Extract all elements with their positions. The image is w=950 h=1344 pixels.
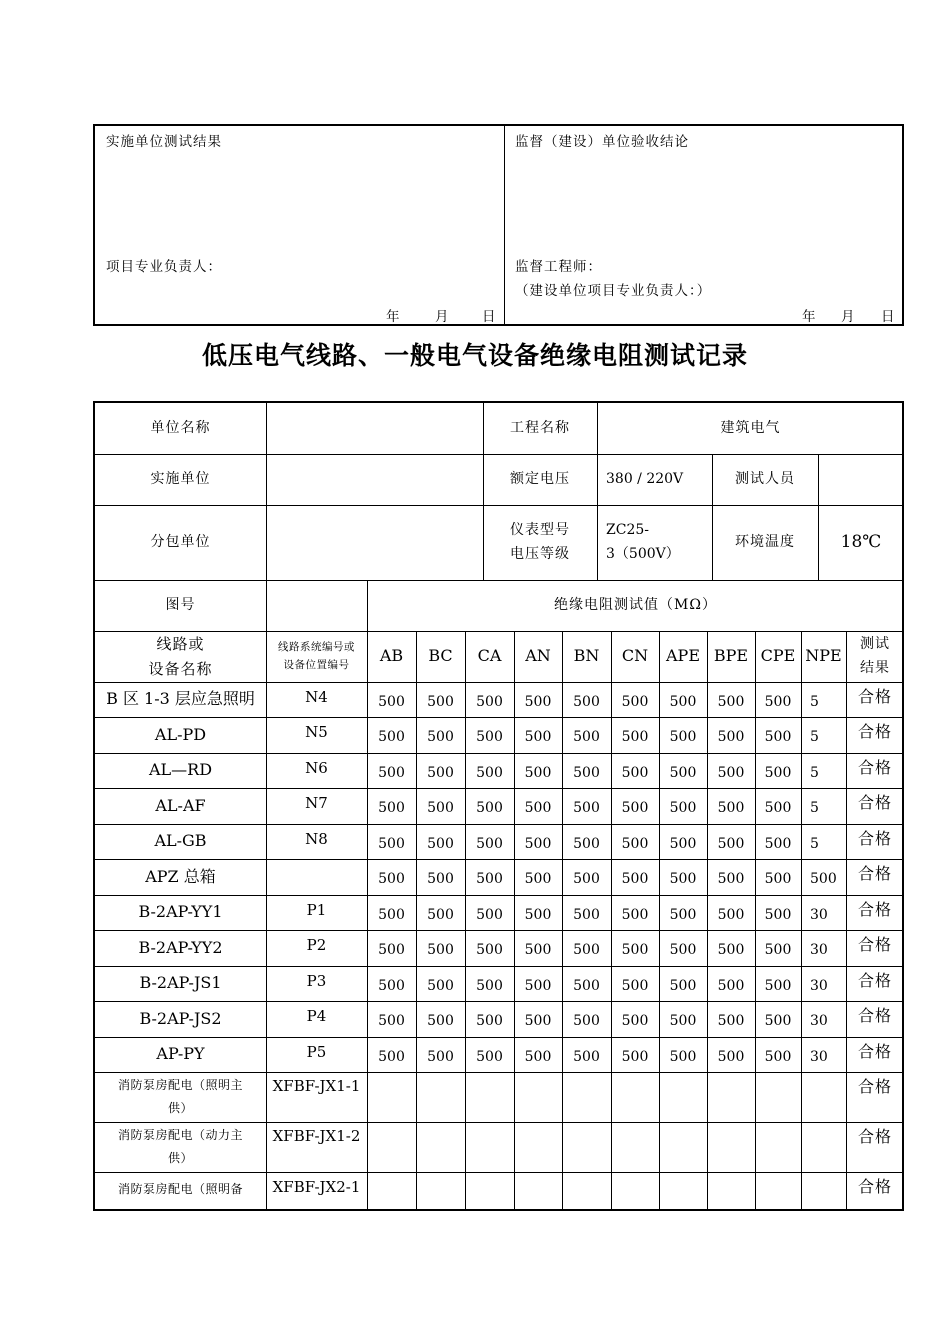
resistance-heading: 绝缘电阻测试值（MΩ） <box>554 596 717 613</box>
project-name-label: 工程名称 <box>510 419 570 436</box>
supervision-conclusion-heading: 监督（建设）单位验收结论 <box>515 134 689 150</box>
resistance-value-ab: 500 <box>378 906 405 923</box>
resistance-value-ape: 500 <box>669 942 697 959</box>
resistance-value-bc: 500 <box>427 835 454 852</box>
test-result: 合格 <box>857 722 892 741</box>
resistance-value-bpe: 500 <box>717 977 745 994</box>
resistance-value-ab: 500 <box>378 942 405 959</box>
meter-model-value-line1: ZC25- <box>606 522 649 539</box>
circuit-code <box>266 859 367 895</box>
impl-unit-value <box>266 454 483 505</box>
result-header-line1: 测试 <box>860 636 890 653</box>
resistance-value-bpe: 500 <box>717 764 745 781</box>
resistance-value-bn: 500 <box>573 729 600 746</box>
resistance-value-ape: 500 <box>669 977 697 994</box>
impl-unit-label: 实施单位 <box>150 470 211 487</box>
test-result: 合格 <box>857 1177 892 1196</box>
resistance-value-cn <box>611 1072 659 1122</box>
circuit-name: AL-GB <box>154 831 207 851</box>
resistance-value-an <box>514 1172 562 1208</box>
resistance-value-ape <box>659 1172 707 1208</box>
resistance-value-an <box>514 1072 562 1122</box>
resistance-value-bc: 500 <box>427 1013 454 1030</box>
resistance-value-ca: 500 <box>476 871 503 888</box>
circuit-name <box>95 1122 266 1172</box>
phase-header-cn: CN <box>621 646 649 666</box>
phase-header-ape: APE <box>666 646 700 666</box>
grid-line <box>95 1037 904 1038</box>
resistance-value-bn: 500 <box>573 693 600 710</box>
grid-line <box>266 403 267 580</box>
subcontract-label: 分包单位 <box>150 533 211 550</box>
resistance-value-bn: 500 <box>573 1013 600 1030</box>
document-title: 低压电气线路、一般电气设备绝缘电阻测试记录 <box>201 341 748 370</box>
supervising-engineer-label: 监督工程师： <box>515 259 602 275</box>
env-temp-label: 环境温度 <box>735 533 795 550</box>
resistance-value-ab: 500 <box>378 764 405 781</box>
resistance-value-cpe: 500 <box>764 871 792 888</box>
resistance-value-bpe <box>707 1172 755 1208</box>
resistance-value-bc: 500 <box>427 1048 454 1065</box>
owner-lead-note: （建设单位项目专业负责人：） <box>515 283 712 299</box>
circuit-code: N5 <box>305 723 328 741</box>
circuit-code: N4 <box>305 688 328 706</box>
resistance-value-cn: 500 <box>621 800 649 817</box>
circuit-name-header <box>95 631 266 682</box>
phase-header-ab: AB <box>379 646 404 666</box>
resistance-value-cpe: 500 <box>764 835 792 852</box>
meter-model-value-line2: 3（500V） <box>606 545 680 562</box>
resistance-value-cpe: 500 <box>764 942 792 959</box>
resistance-value-cn: 500 <box>621 977 649 994</box>
resistance-value-npe: 5 <box>810 835 819 852</box>
resistance-value-ape: 500 <box>669 835 697 852</box>
resistance-value-cn <box>611 1122 659 1172</box>
resistance-value-cn: 500 <box>621 871 649 888</box>
resistance-value-npe <box>801 1172 846 1208</box>
resistance-value-bpe: 500 <box>717 835 745 852</box>
resistance-value-ca: 500 <box>476 835 503 852</box>
resistance-value-npe: 30 <box>810 906 828 923</box>
resistance-value-cn: 500 <box>621 1048 649 1065</box>
resistance-value-bpe: 500 <box>717 1048 745 1065</box>
system-no-header-line2: 设备位置编号 <box>283 658 350 671</box>
resistance-value-bc <box>416 1122 465 1172</box>
grid-line <box>818 454 819 580</box>
circuit-name: AL-PD <box>154 724 207 744</box>
resistance-value-cpe: 500 <box>764 693 792 710</box>
left-date-day: 日 <box>482 309 497 325</box>
result-header <box>846 631 904 682</box>
phase-header-bn: BN <box>573 646 600 666</box>
resistance-value-ab: 500 <box>378 977 405 994</box>
grid-line <box>755 631 756 1211</box>
circuit-name: B 区 1-3 层应急照明 <box>106 689 255 709</box>
circuit-name: AP-PY <box>156 1044 205 1064</box>
circuit-code: XFBF-JX1-2 <box>272 1127 361 1145</box>
resistance-value-npe: 500 <box>810 871 837 888</box>
resistance-value-ape <box>659 1072 707 1122</box>
test-result: 合格 <box>857 1077 892 1096</box>
resistance-value-ca: 500 <box>476 977 503 994</box>
resistance-value-bpe: 500 <box>717 800 745 817</box>
meter-model-label <box>483 505 597 580</box>
resistance-value-bn: 500 <box>573 871 600 888</box>
circuit-name: AL-AF <box>155 795 206 815</box>
resistance-value-ab: 500 <box>378 800 405 817</box>
resistance-value-npe: 30 <box>810 1048 828 1065</box>
resistance-value-bpe: 500 <box>717 942 745 959</box>
resistance-value-cn: 500 <box>621 835 649 852</box>
circuit-code: P2 <box>306 936 327 954</box>
resistance-value-ab: 500 <box>378 1048 405 1065</box>
grid-line <box>801 631 802 1211</box>
resistance-value-ape: 500 <box>669 1013 697 1030</box>
test-result: 合格 <box>857 935 892 954</box>
resistance-value-cpe: 500 <box>764 906 792 923</box>
circuit-name-header-line1: 线路或 <box>156 634 205 653</box>
resistance-value-an: 500 <box>524 942 552 959</box>
resistance-value-bn: 500 <box>573 764 600 781</box>
grid-line <box>95 753 904 754</box>
resistance-value-ab <box>367 1172 416 1208</box>
phase-header-cpe: CPE <box>760 646 796 666</box>
resistance-value-cpe: 500 <box>764 764 792 781</box>
test-result: 合格 <box>857 971 892 990</box>
circuit-name: APZ 总箱 <box>145 866 216 886</box>
drawing-no-label: 图号 <box>165 596 196 613</box>
grid-line <box>846 631 847 1211</box>
tester-label: 测试人员 <box>735 470 795 487</box>
right-date-year: 年 <box>802 309 817 325</box>
circuit-name-line2: 供） <box>167 1151 193 1166</box>
grid-line <box>712 454 713 580</box>
resistance-value-cn <box>611 1172 659 1208</box>
rated-voltage-value: 380 / 220V <box>606 470 684 487</box>
circuit-code: XFBF-JX1-1 <box>272 1077 361 1095</box>
resistance-value-ape: 500 <box>669 800 697 817</box>
resistance-value-ab: 500 <box>378 693 405 710</box>
resistance-value-ab <box>367 1072 416 1122</box>
resistance-value-ca: 500 <box>476 729 503 746</box>
resistance-value-an: 500 <box>524 800 552 817</box>
circuit-name-header-line2: 设备名称 <box>148 659 213 678</box>
circuit-code: P4 <box>306 1007 327 1025</box>
left-date-year: 年 <box>386 309 401 325</box>
resistance-value-bc: 500 <box>427 942 454 959</box>
resistance-value-bc: 500 <box>427 693 454 710</box>
resistance-value-npe: 5 <box>810 729 819 746</box>
project-name-value: 建筑电气 <box>720 419 781 436</box>
circuit-name: AL—RD <box>148 760 213 780</box>
resistance-value-cn: 500 <box>621 942 649 959</box>
resistance-value-an: 500 <box>524 1048 552 1065</box>
circuit-name: B-2AP-JS2 <box>139 1008 222 1028</box>
resistance-value-an: 500 <box>524 764 552 781</box>
resistance-value-bc: 500 <box>427 764 454 781</box>
test-result: 合格 <box>857 864 892 883</box>
circuit-name: 消防泵房配电（照明备 <box>117 1182 243 1197</box>
meter-model-label-line1: 仪表型号 <box>510 522 570 539</box>
resistance-value-ab <box>367 1122 416 1172</box>
test-result: 合格 <box>857 1042 892 1061</box>
phase-header-npe: NPE <box>805 646 842 666</box>
resistance-value-bpe: 500 <box>717 729 745 746</box>
grid-line <box>514 631 515 1211</box>
resistance-value-npe: 30 <box>810 977 828 994</box>
resistance-value-npe: 5 <box>810 764 819 781</box>
resistance-value-ab: 500 <box>378 871 405 888</box>
resistance-value-bc: 500 <box>427 800 454 817</box>
resistance-value-ca: 500 <box>476 1013 503 1030</box>
resistance-value-bn: 500 <box>573 835 600 852</box>
resistance-value-an: 500 <box>524 977 552 994</box>
circuit-code: P1 <box>306 901 327 919</box>
resistance-value-ab: 500 <box>378 729 405 746</box>
circuit-name-line1: 消防泵房配电（照明主 <box>117 1078 243 1092</box>
resistance-value-npe <box>801 1122 846 1172</box>
resistance-value-ape: 500 <box>669 729 697 746</box>
resistance-value-bpe: 500 <box>717 871 745 888</box>
phase-header-ca: CA <box>477 646 502 666</box>
resistance-value-ape: 500 <box>669 693 697 710</box>
resistance-value-ape: 500 <box>669 1048 697 1065</box>
resistance-value-ca: 500 <box>476 693 503 710</box>
resistance-value-bn: 500 <box>573 977 600 994</box>
grid-line <box>367 580 368 1211</box>
grid-line <box>95 1122 904 1123</box>
resistance-value-ape <box>659 1122 707 1172</box>
circuit-code: P3 <box>306 972 327 990</box>
circuit-name-line2: 供） <box>167 1101 193 1116</box>
grid-line <box>95 717 904 718</box>
grid-line <box>95 824 904 825</box>
grid-line <box>465 631 466 1211</box>
right-date-month: 月 <box>841 309 856 325</box>
resistance-value-bn: 500 <box>573 906 600 923</box>
resistance-value-an: 500 <box>524 871 552 888</box>
resistance-value-bpe: 500 <box>717 906 745 923</box>
resistance-value-cn: 500 <box>621 1013 649 1030</box>
resistance-value-an: 500 <box>524 1013 552 1030</box>
circuit-name: B-2AP-JS1 <box>139 973 222 993</box>
grid-line <box>416 631 417 1211</box>
resistance-value-cn: 500 <box>621 729 649 746</box>
unit-name-label: 单位名称 <box>150 419 211 436</box>
resistance-value-cpe: 500 <box>764 800 792 817</box>
left-date-month: 月 <box>435 309 450 325</box>
meter-model-value <box>597 505 712 580</box>
resistance-value-an <box>514 1122 562 1172</box>
test-result: 合格 <box>857 1006 892 1025</box>
grid-line <box>95 859 904 860</box>
test-result: 合格 <box>857 758 892 777</box>
grid-line <box>95 1172 904 1173</box>
resistance-value-cpe: 500 <box>764 977 792 994</box>
grid-line <box>95 788 904 789</box>
resistance-value-bn: 500 <box>573 942 600 959</box>
resistance-value-bc <box>416 1072 465 1122</box>
resistance-value-cn: 500 <box>621 906 649 923</box>
phase-header-an: AN <box>525 646 551 666</box>
resistance-value-cpe: 500 <box>764 729 792 746</box>
resistance-value-bn <box>562 1072 611 1122</box>
resistance-value-an: 500 <box>524 906 552 923</box>
right-date-day: 日 <box>881 309 896 325</box>
resistance-value-cpe <box>755 1122 801 1172</box>
resistance-value-ab: 500 <box>378 1013 405 1030</box>
resistance-value-ape: 500 <box>669 764 697 781</box>
resistance-value-an: 500 <box>524 729 552 746</box>
resistance-value-cn: 500 <box>621 693 649 710</box>
resistance-value-bc: 500 <box>427 871 454 888</box>
resistance-value-ape: 500 <box>669 871 697 888</box>
signoff-divider <box>504 126 505 324</box>
resistance-value-ca: 500 <box>476 800 503 817</box>
resistance-value-cpe <box>755 1172 801 1208</box>
test-result: 合格 <box>857 793 892 812</box>
circuit-code: N7 <box>305 794 328 812</box>
phase-header-bpe: BPE <box>713 646 749 666</box>
grid-line <box>659 631 660 1211</box>
resistance-value-npe: 30 <box>810 942 828 959</box>
grid-line <box>95 930 904 931</box>
resistance-value-npe: 5 <box>810 800 819 817</box>
resistance-value-cpe <box>755 1072 801 1122</box>
circuit-code: N6 <box>305 759 328 777</box>
resistance-value-cpe: 500 <box>764 1048 792 1065</box>
resistance-value-cpe: 500 <box>764 1013 792 1030</box>
resistance-value-bn: 500 <box>573 800 600 817</box>
circuit-name <box>95 1072 266 1122</box>
resistance-value-bc: 500 <box>427 977 454 994</box>
resistance-value-ca: 500 <box>476 906 503 923</box>
drawing-no-value <box>266 580 367 631</box>
resistance-value-bc <box>416 1172 465 1208</box>
grid-line <box>95 1072 904 1073</box>
circuit-code: P5 <box>306 1043 327 1061</box>
impl-result-heading: 实施单位测试结果 <box>106 134 222 150</box>
resistance-value-cn: 500 <box>621 764 649 781</box>
test-result: 合格 <box>857 1127 892 1146</box>
circuit-name: B-2AP-YY2 <box>138 937 223 957</box>
resistance-value-ca <box>465 1122 514 1172</box>
signoff-box <box>93 124 904 326</box>
system-no-header <box>266 631 367 682</box>
resistance-value-bc: 500 <box>427 906 454 923</box>
circuit-name-line1: 消防泵房配电（动力主 <box>117 1128 243 1142</box>
grid-line <box>95 505 904 506</box>
env-temp-value: 18℃ <box>840 532 882 553</box>
tester-value <box>818 454 904 505</box>
system-no-header-line1: 线路系统编号或 <box>278 641 355 654</box>
resistance-value-npe: 30 <box>810 1013 828 1030</box>
resistance-value-ca: 500 <box>476 764 503 781</box>
resistance-value-ca: 500 <box>476 942 503 959</box>
unit-name-value <box>266 403 483 454</box>
resistance-value-an: 500 <box>524 835 552 852</box>
result-header-line2: 结果 <box>860 659 890 676</box>
phase-header-bc: BC <box>428 646 453 666</box>
resistance-value-ca <box>465 1072 514 1122</box>
test-result: 合格 <box>857 687 892 706</box>
resistance-value-bc: 500 <box>427 729 454 746</box>
circuit-name: B-2AP-YY1 <box>138 902 223 922</box>
resistance-value-bpe <box>707 1122 755 1172</box>
circuit-code: XFBF-JX2-1 <box>272 1178 361 1196</box>
grid-line <box>95 631 904 632</box>
grid-line <box>95 966 904 967</box>
resistance-value-npe: 5 <box>810 693 819 710</box>
test-result: 合格 <box>857 829 892 848</box>
resistance-value-ca <box>465 1172 514 1208</box>
grid-line <box>562 631 563 1211</box>
grid-line <box>95 580 904 581</box>
grid-line <box>707 631 708 1211</box>
project-lead-label: 项目专业负责人： <box>106 259 222 275</box>
rated-voltage-label: 额定电压 <box>510 470 570 487</box>
resistance-value-ab: 500 <box>378 835 405 852</box>
resistance-value-bn: 500 <box>573 1048 600 1065</box>
resistance-value-bpe <box>707 1072 755 1122</box>
subcontract-value <box>266 505 483 580</box>
grid-line <box>597 403 598 580</box>
resistance-value-bpe: 500 <box>717 1013 745 1030</box>
grid-line <box>95 454 904 455</box>
grid-line <box>95 1001 904 1002</box>
resistance-value-bn <box>562 1122 611 1172</box>
resistance-value-bn <box>562 1172 611 1208</box>
circuit-code: N8 <box>305 830 328 848</box>
grid-line <box>95 895 904 896</box>
grid-line <box>611 631 612 1211</box>
grid-line <box>95 682 904 683</box>
grid-line <box>483 403 484 580</box>
resistance-value-ape: 500 <box>669 906 697 923</box>
resistance-value-bpe: 500 <box>717 693 745 710</box>
meter-model-label-line2: 电压等级 <box>510 545 570 562</box>
resistance-value-ca: 500 <box>476 1048 503 1065</box>
resistance-value-npe <box>801 1072 846 1122</box>
grid-line <box>266 580 267 1211</box>
test-result: 合格 <box>857 900 892 919</box>
insulation-test-table <box>93 401 904 1211</box>
resistance-value-an: 500 <box>524 693 552 710</box>
